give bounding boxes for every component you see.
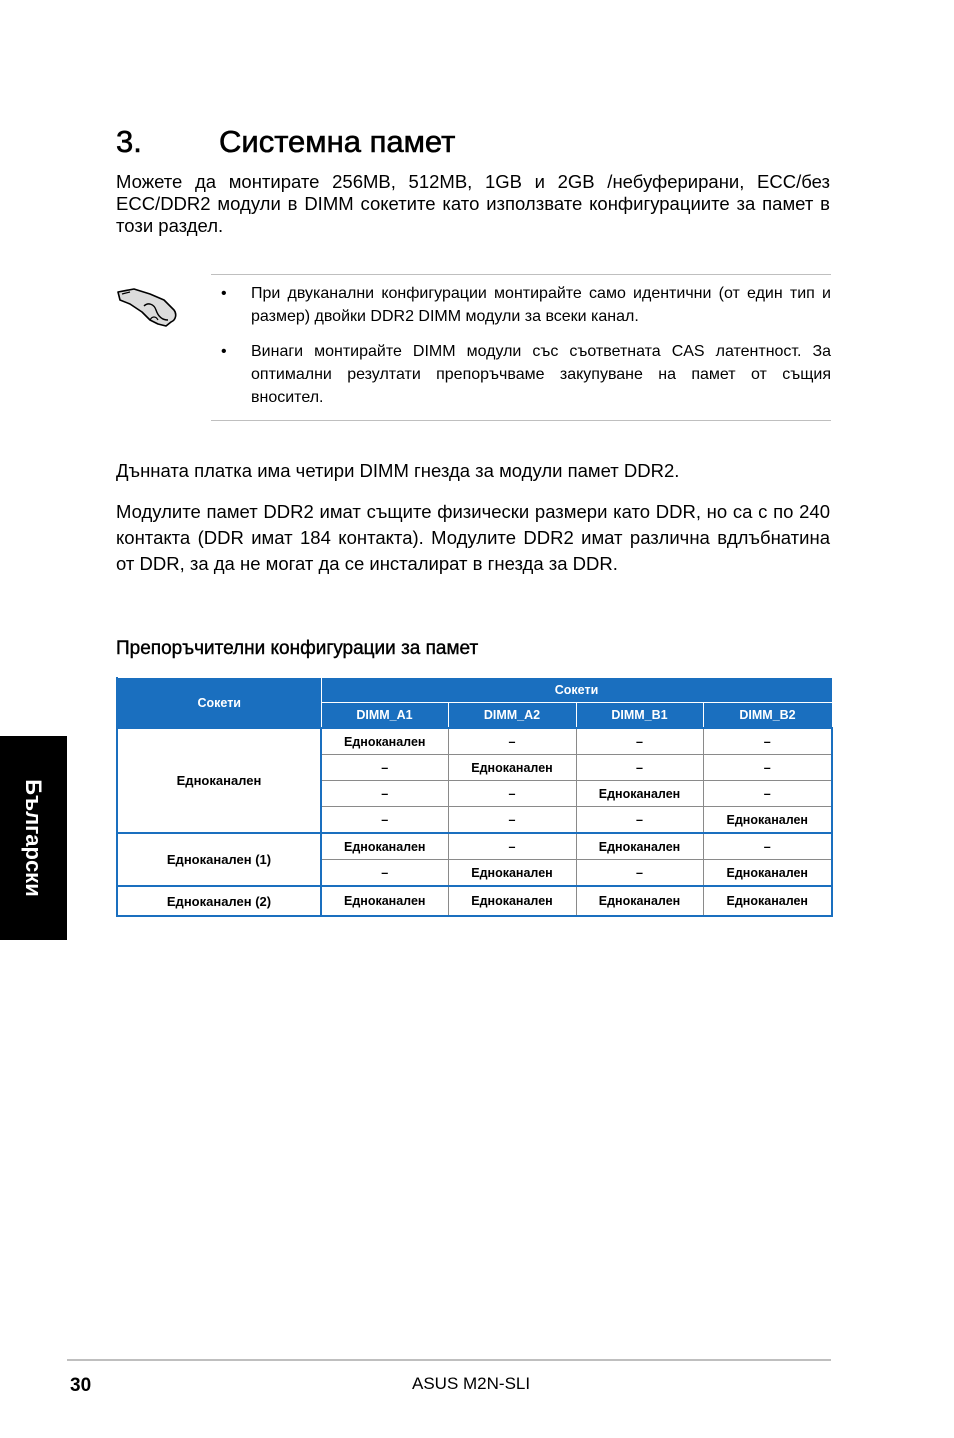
table-cell: – bbox=[321, 860, 448, 887]
group-label: Едноканален bbox=[117, 728, 321, 833]
subheading-memory-configs: Препоръчителни конфигурации за памет bbox=[116, 638, 479, 659]
table-cell: – bbox=[321, 781, 448, 807]
table-cell: – bbox=[448, 807, 576, 834]
note-top-divider bbox=[211, 274, 831, 275]
table-cell: Едноканален bbox=[321, 833, 448, 860]
paragraph-dimm-slots: Дънната платка има четири DIMM гнезда за модули памет DDR2. bbox=[116, 460, 680, 481]
table-cell: Едноканален bbox=[448, 755, 576, 781]
column-group-label: Сокети bbox=[321, 678, 832, 703]
language-label: Български bbox=[21, 779, 46, 897]
column-header: DIMM_A1 bbox=[321, 703, 448, 729]
note-item: • При двуканални конфигурации монтирайте само идентични (от един тип и размер) двойки DDR2 DIMM модули за всеки канал. bbox=[211, 282, 831, 328]
table-cell: Едноканален bbox=[448, 886, 576, 916]
memory-config-table bbox=[116, 677, 833, 917]
table-cell: Едноканален bbox=[576, 833, 703, 860]
table-cell: – bbox=[576, 755, 703, 781]
table-cell: – bbox=[448, 728, 576, 755]
table-cell: – bbox=[576, 807, 703, 834]
table-cell: Едноканален bbox=[576, 886, 703, 916]
note-list bbox=[211, 282, 831, 421]
table-cell: – bbox=[703, 833, 832, 860]
table-cell: – bbox=[576, 860, 703, 887]
table-cell: – bbox=[703, 755, 832, 781]
table-cell: – bbox=[321, 807, 448, 834]
intro-text: Можете да монтирате 256MB, 512MB, 1GB и 2GB /небуферирани, ECC/без ECC/DDR2 модули в DIMM сокетите като използвате конфигурациите за памет в този раздел. bbox=[116, 171, 830, 236]
table-cell: Едноканален bbox=[703, 860, 832, 887]
page-number: 30 bbox=[70, 1375, 92, 1396]
table-cell: Едноканален bbox=[703, 886, 832, 916]
table-cell: Едноканален bbox=[576, 781, 703, 807]
pointing-hand-icon bbox=[114, 280, 180, 330]
table-cell: Едноканален bbox=[703, 807, 832, 834]
column-header: DIMM_B1 bbox=[576, 703, 703, 729]
table-cell: – bbox=[321, 755, 448, 781]
language-side-tab bbox=[0, 736, 67, 940]
table-cell: – bbox=[703, 728, 832, 755]
table-cell: – bbox=[448, 833, 576, 860]
table-row bbox=[117, 728, 832, 755]
column-header: DIMM_B2 bbox=[703, 703, 832, 729]
table-row bbox=[117, 833, 832, 860]
table-cell: – bbox=[703, 781, 832, 807]
footer-product: ASUS M2N-SLI bbox=[412, 1374, 531, 1393]
group-label: Едноканален (2) bbox=[117, 886, 321, 916]
table-cell: – bbox=[576, 728, 703, 755]
group-label: Едноканален (1) bbox=[117, 833, 321, 886]
column-header: DIMM_A2 bbox=[448, 703, 576, 729]
table-cell: Едноканален bbox=[448, 860, 576, 887]
note-item: • Винаги монтирайте DIMM модули със съответната CAS латентност. За оптимални резултати препоръчваме закупуване на памет от същия вносител. bbox=[211, 340, 831, 409]
table-cell: Едноканален bbox=[321, 886, 448, 916]
section-title bbox=[116, 124, 455, 160]
section-number: 3. bbox=[116, 124, 142, 159]
table-cell: – bbox=[448, 781, 576, 807]
table-cell: Едноканален bbox=[321, 728, 448, 755]
section-title-text: Системна памет bbox=[219, 124, 456, 159]
footer-divider bbox=[67, 1359, 831, 1361]
row-header-label: Сокети bbox=[117, 678, 321, 729]
paragraph-ddr2-info: Модулите памет DDR2 имат същите физически размери като DDR, но са с по 240 контакта (DDR имат 184 контакта). Модулите DDR2 имат различна вдлъбнатина от DDR, за да не могат да се инсталират в гнезда за DDR. bbox=[116, 501, 830, 574]
note-bottom-divider bbox=[211, 420, 831, 421]
table-row bbox=[117, 886, 832, 916]
